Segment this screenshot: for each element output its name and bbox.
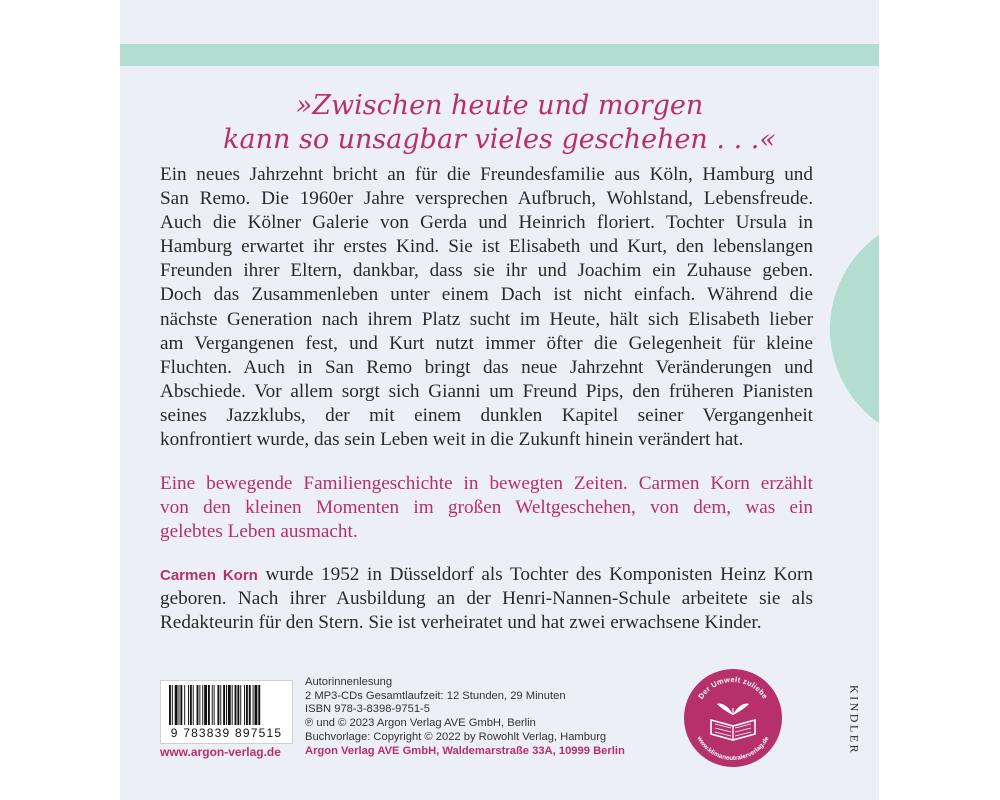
- audiobook-back-cover: [120, 0, 879, 800]
- kindler-imprint-logo: [838, 680, 868, 760]
- barcode-bar: [188, 685, 189, 725]
- publisher-website-link[interactable]: www.argon-verlag.de: [160, 745, 281, 759]
- product-info: [305, 676, 625, 758]
- climate-neutral-badge: [683, 668, 783, 768]
- barcode-bar: [240, 685, 241, 725]
- tagline-line: von den kleinen Momenten im großen Weltgeschehen, von dem, was ein: [160, 497, 813, 519]
- barcode-bar: [169, 685, 171, 725]
- blurb-line: Hamburg erwartet ihr erstes Kind. Sie ist Elisabeth und Kurt, den lebenslangen: [160, 236, 813, 258]
- blurb-line: konfrontiert wurde, das sein Leben weit in die Zukunft hinein verändert hat.: [160, 429, 744, 451]
- blurb-line: Fluchten. Auch in San Remo bringt das neue Jahrzehnt Veränderungen und: [160, 356, 813, 378]
- barcode-bars: [169, 685, 284, 725]
- bio-line-1-text: wurde 1952 in Düsseldorf als Tochter des Komponisten Heinz Korn: [257, 564, 813, 585]
- barcode-bar: [235, 685, 237, 725]
- blurb-line: am Vergangenen fest, und Kurt nutzt immer öfter die Gelegenheit für kleine: [160, 332, 813, 354]
- barcode-bar: [253, 685, 254, 725]
- barcode-bar: [184, 685, 185, 725]
- blurb-line: seines Jazzklubs, der mit einem dunklen Kapitel seiner Vergangenheit: [160, 404, 813, 426]
- barcode-bar: [258, 685, 260, 725]
- quote-line-1: »Zwischen heute und morgen: [295, 90, 704, 121]
- blurb-line: Ein neues Jahrzehnt bricht an für die Freundesfamilie aus Köln, Hamburg und: [160, 164, 813, 185]
- publisher-address: Argon Verlag AVE GmbH, Waldemarstraße 33A, 10999 Berlin: [305, 744, 625, 757]
- author-bio: [160, 563, 813, 635]
- barcode-bar: [199, 685, 200, 725]
- barcode-bar: [172, 685, 173, 725]
- barcode-bar: [180, 685, 182, 725]
- barcode-bar: [212, 685, 213, 725]
- barcode-bar: [202, 685, 203, 725]
- info-line: Autorinnenlesung: [305, 676, 393, 688]
- bio-line-2: geboren. Nach ihrer Ausbildung an der Henri-Nannen-Schule arbeitete sie als: [160, 588, 813, 610]
- barcode-bar: [214, 685, 215, 725]
- mint-side-circle: [830, 214, 879, 444]
- tagline-line: Eine bewegende Familiengeschichte in bewegten Zeiten. Carmen Korn erzählt: [160, 473, 813, 494]
- mint-top-band: [120, 44, 879, 66]
- bio-line-3: Redakteurin für den Stern. Sie ist verheiratet und hat zwei erwachsene Kinder.: [160, 612, 762, 634]
- barcode-bar: [228, 685, 231, 725]
- quote-line-2: kann so unsagbar vieles geschehen . . .«: [223, 124, 776, 155]
- kindler-imprint: KINDLER: [847, 684, 862, 756]
- blurb-line: Auch die Kölner Galerie von Gerda und Heinrich floriert. Tochter Ursula in: [160, 212, 813, 234]
- barcode-bar: [226, 685, 227, 725]
- barcode-number: 9 783839 897515: [170, 726, 283, 740]
- blurb-line: nächste Generation nach ihrem Platz sucht im Heute, hält sich Elisabeth lieber: [160, 308, 813, 330]
- author-name: Carmen Korn: [160, 567, 258, 584]
- barcode-bar: [255, 685, 258, 725]
- barcode-bar: [223, 685, 225, 725]
- barcode-bar: [237, 685, 239, 725]
- barcode-bar: [175, 685, 178, 725]
- barcode-bar: [197, 685, 199, 725]
- tagline-paragraph: [160, 472, 813, 544]
- barcode-bar: [220, 685, 221, 725]
- barcode-bar: [244, 685, 245, 725]
- barcode-bar: [204, 685, 207, 725]
- barcode-bar: [246, 685, 248, 725]
- blurb-line: Doch das Zusammenleben unter einem Dach ist nicht einfach. Während die: [160, 284, 813, 306]
- bio-line-1: [160, 563, 813, 587]
- info-line: ℗ und © 2023 Argon Verlag AVE GmbH, Berlin: [305, 717, 536, 730]
- blurb-line: Freunden ihrer Eltern, dankbar, dass sie ihr und Joachim ein Zuhause geben.: [160, 260, 813, 282]
- barcode-bar: [179, 685, 180, 725]
- info-line: Buchvorlage: Copyright © 2022 by Rowohlt Verlag, Hamburg: [305, 730, 607, 743]
- blurb-line: San Remo. Die 1960er Jahre versprechen Aufbruch, Wohlstand, Lebensfreude.: [160, 188, 813, 210]
- barcode-bar: [208, 685, 210, 725]
- barcode-bar: [190, 685, 192, 725]
- info-line: 2 MP3-CDs Gesamtlaufzeit: 12 Stunden, 29 Minuten: [305, 689, 566, 702]
- badge-bottom-text: www.klimaneutralerverlag.de: [695, 735, 771, 763]
- blurb-line: Abschiede. Vor allem sorgt sich Gianni um Freund Pips, den früheren Pianisten: [160, 380, 813, 402]
- barcode-bar: [249, 685, 251, 725]
- badge-top-text: Der Umwelt zuliebe: [696, 674, 770, 701]
- barcode-bar: [193, 685, 194, 725]
- info-line: ISBN 978-3-8398-9751-5: [305, 703, 431, 716]
- isbn-barcode: [160, 680, 293, 744]
- blurb-paragraph: [160, 163, 813, 452]
- tagline-line: gelebtes Leben ausmacht.: [160, 521, 358, 543]
- barcode-bar: [217, 685, 219, 725]
- barcode-bar: [232, 685, 233, 725]
